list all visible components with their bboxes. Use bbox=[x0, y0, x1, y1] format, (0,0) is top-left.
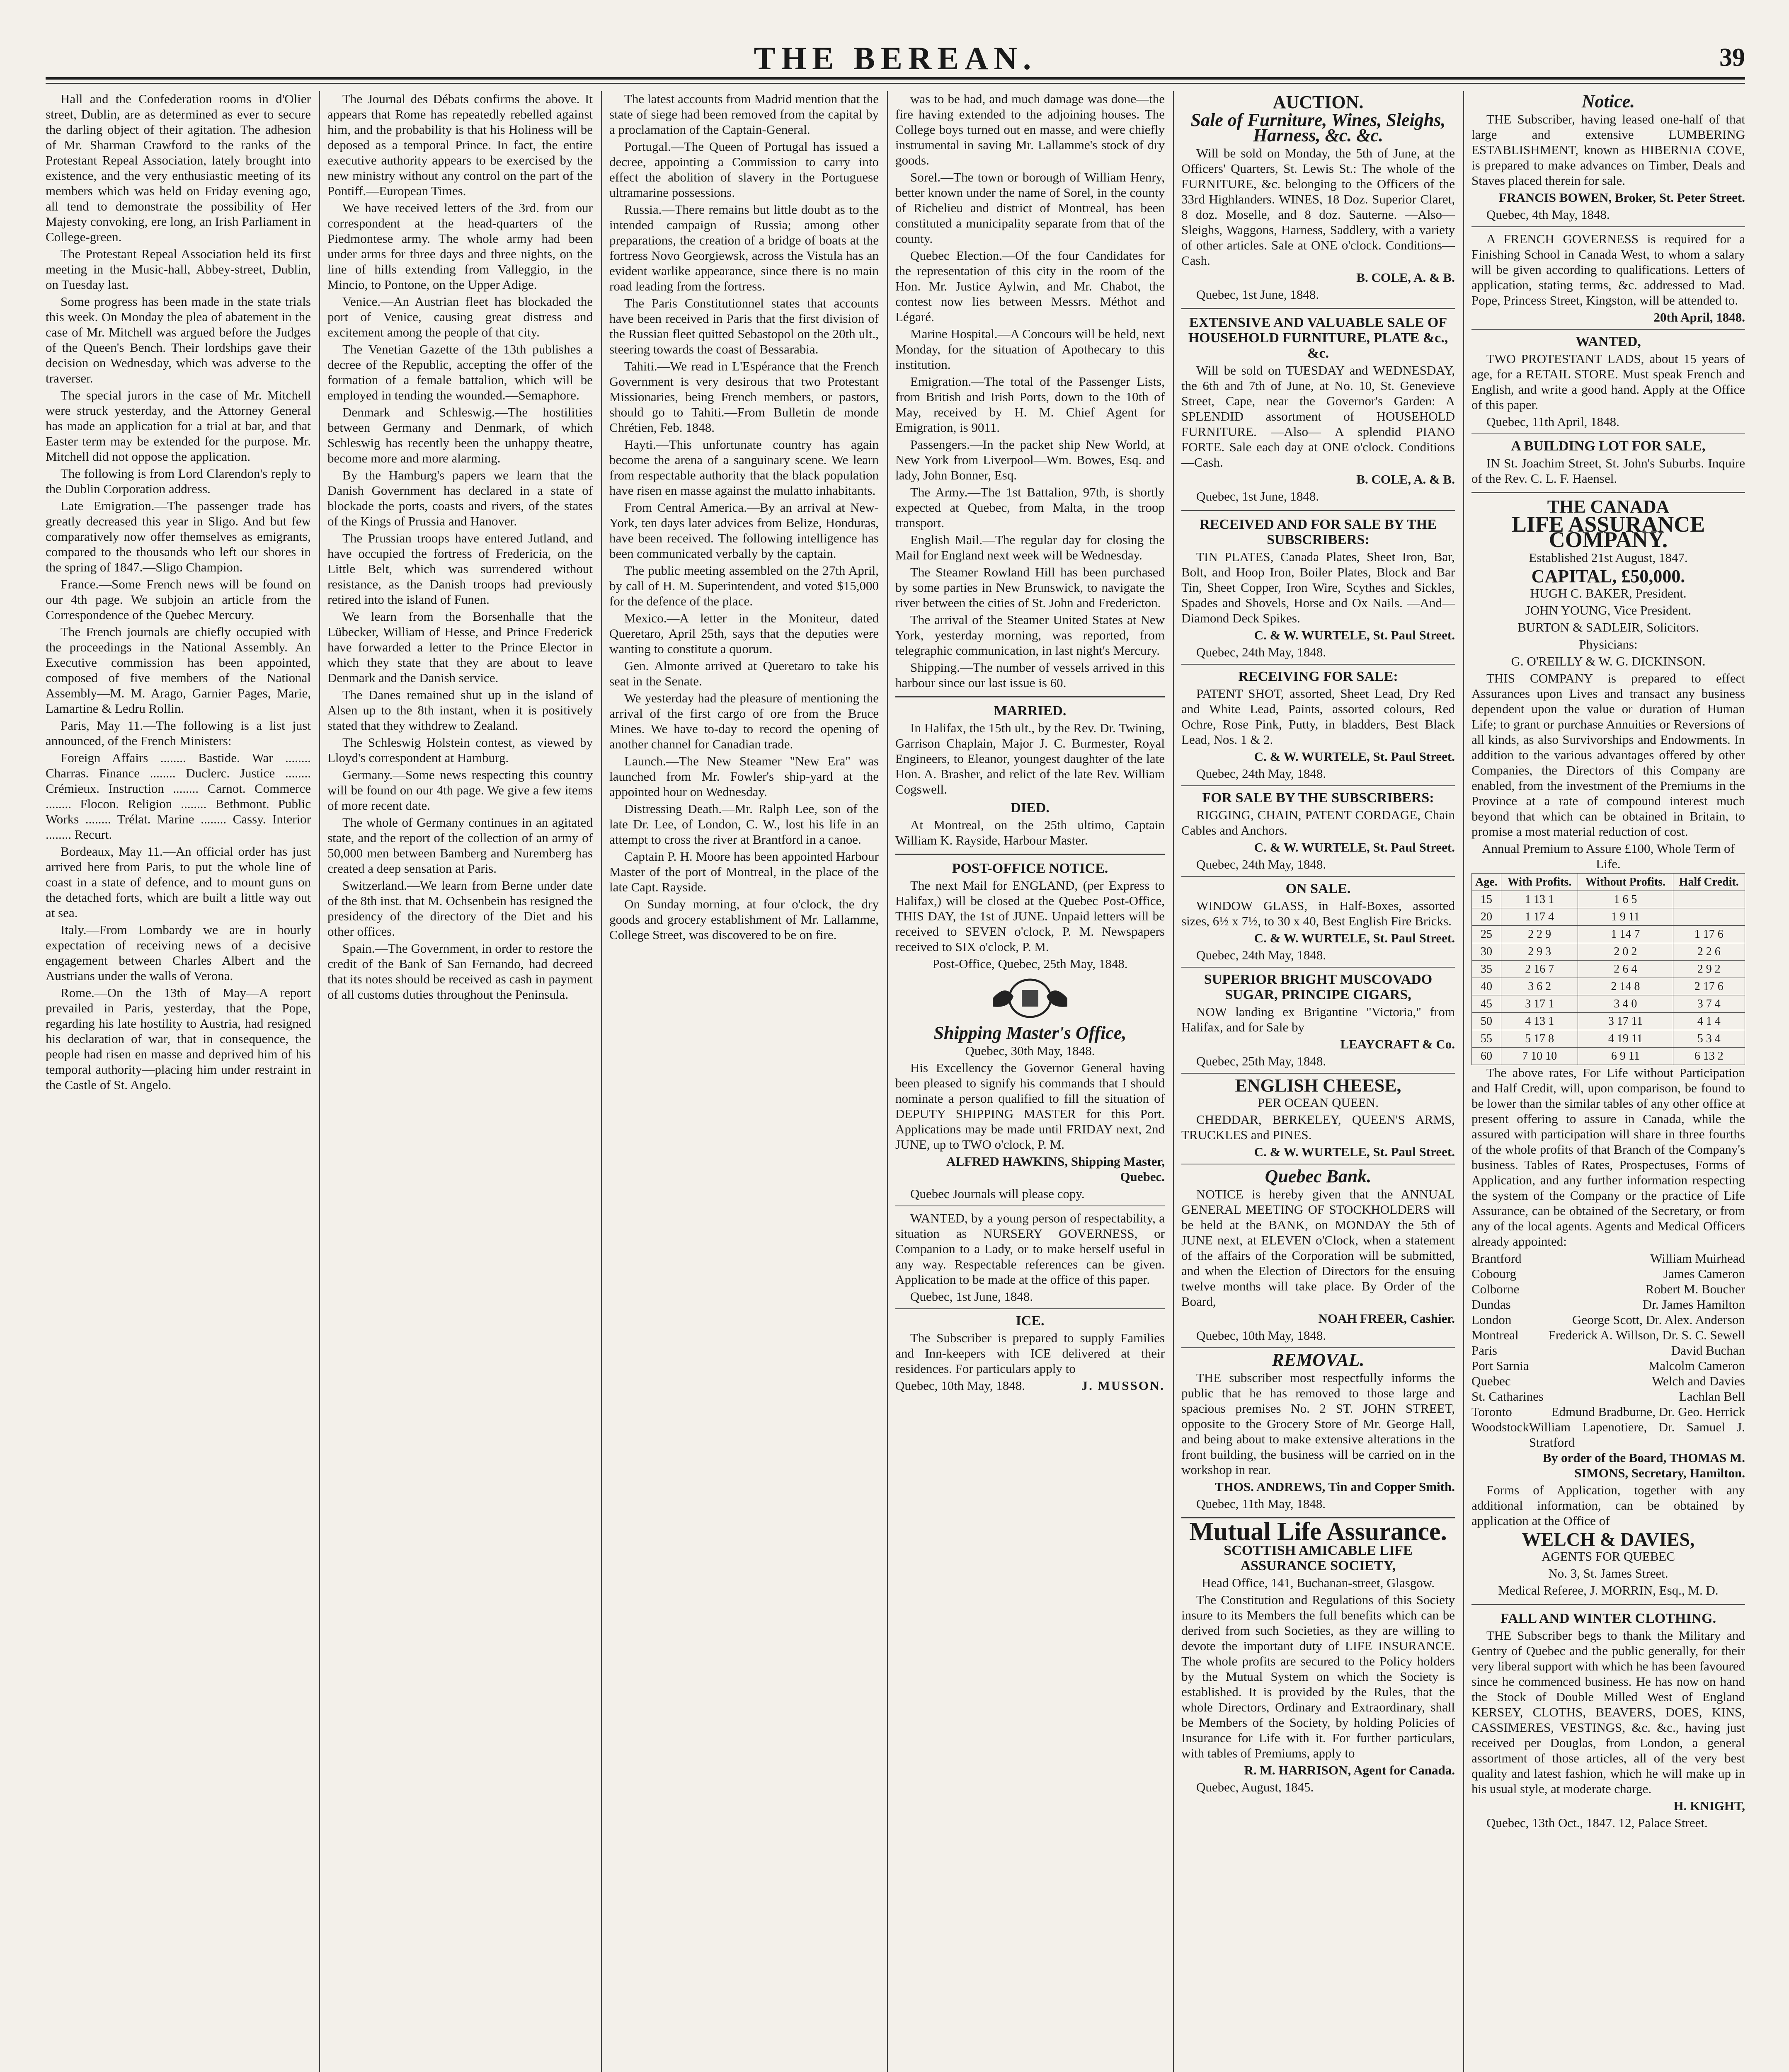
article-paragraph: Hayti.—This unfortunate country has again become the arena of a sanguinary scene. We learn from respectable authority that the black population have risen en masse against the mulatto inhabitants. bbox=[609, 437, 879, 498]
divider bbox=[1181, 664, 1455, 665]
table-cell: 2 2 9 bbox=[1501, 926, 1578, 943]
table-cell: 5 17 8 bbox=[1501, 1030, 1578, 1048]
article-paragraph: The Army.—The 1st Battalion, 97th, is shortly expected at Quebec, from Malta, in the troop transport. bbox=[895, 485, 1165, 530]
table-cell: 1 17 6 bbox=[1673, 926, 1745, 943]
article-paragraph: The French journals are chiefly occupied with the proceedings in the National Assembly. An Executive commission has been appointed, composed of five members of the National Assembly—M. M. Arago, Garnier Pages, Marie, Lamartine & Ledru Rollin. bbox=[46, 625, 311, 716]
agent-role: AGENTS FOR QUEBEC bbox=[1541, 1549, 1675, 1564]
agent-person: Lachlan Bell bbox=[1679, 1389, 1745, 1404]
married-notice: In Halifax, the 15th ult., by the Rev. Dr. Twining, Garrison Chaplain, Major J. C. Burmester, Royal Engineers, to Eleanor, youngest daughter of the late Hon. A. Brasher, and relict of the late Rev. William Cogswell. bbox=[895, 721, 1165, 796]
article-paragraph: The Journal des Débats confirms the above. It appears that Rome has repeatedly rebelled against him, and the probability is that his Holiness will be deposed as a temporal Prince. In fact, the entire executive authority appears to be exercised by the new ministry without any control on the part of the Pontiff.—European Times. bbox=[327, 92, 593, 198]
agent-row bbox=[1471, 1266, 1745, 1281]
married-heading: MARRIED. bbox=[994, 703, 1067, 719]
mutual-life-office: Head Office, 141, Buchanan-street, Glasgow. bbox=[1201, 1576, 1435, 1590]
article-paragraph: Captain P. H. Moore has been appointed Harbour Master of the port of Montreal, in the place of the late Capt. Rayside. bbox=[609, 849, 879, 894]
died-heading: DIED. bbox=[1011, 800, 1050, 816]
ice-text: The Subscriber is prepared to supply Families and Inn-keepers with ICE delivered at their residences. For particulars apply to bbox=[895, 1331, 1165, 1376]
window-glass-text: WINDOW GLASS, in Half-Boxes, assorted sizes, 6½ x 7½, to 30 x 40, Best English Fire Bricks. bbox=[1181, 898, 1455, 928]
divider bbox=[895, 1308, 1165, 1309]
table-row bbox=[1472, 926, 1745, 943]
article-paragraph: English Mail.—The regular day for closing the Mail for England next week will be Wednesday. bbox=[895, 533, 1165, 562]
received-sale-heading: RECEIVED AND FOR SALE BY THE SUBSCRIBERS: bbox=[1200, 517, 1437, 547]
table-cell: 4 13 1 bbox=[1501, 1013, 1578, 1030]
agent-row bbox=[1471, 1419, 1745, 1450]
table-cell: 5 3 4 bbox=[1673, 1030, 1745, 1048]
table-row bbox=[1472, 908, 1745, 926]
received-sale-date: Quebec, 24th May, 1848. bbox=[1196, 645, 1326, 659]
canada-life-physicians-label: Physicians: bbox=[1579, 637, 1638, 651]
article-paragraph: The Danes remained shut up in the island of Alsen up to the 8th instant, when it is positively stated that they withdrew to Zealand. bbox=[327, 687, 593, 733]
household-sale-heading: EXTENSIVE AND VALUABLE SALE OF HOUSEHOLD FURNITURE, PLATE &c., &c. bbox=[1188, 315, 1448, 361]
column-1 bbox=[46, 91, 311, 2072]
agent-person: David Buchan bbox=[1671, 1343, 1745, 1358]
auction-text: Will be sold on Monday, the 5th of June, at the Officers' Quarters, St. Lewis St.: The whole of the FURNITURE, &c. belonging to the Officers of the 33rd Highlanders. WINES, 18 Doz. Superior Claret, 8 doz. Moselle, and 8 doz. Sauterne. —Also— Sleighs, Waggons, Harness, Saddlery, with a variety of other articles. Sale at ONE o'clock. Conditions—Cash. bbox=[1181, 146, 1455, 268]
hibernia-signature: FRANCIS BOWEN, Broker, St. Peter Street. bbox=[1499, 190, 1745, 205]
article-paragraph: Italy.—From Lombardy we are in hourly expectation of receiving news of a decisive engagement between Charles Albert and the Austrians under the walls of Verona. bbox=[46, 922, 311, 983]
column-rule bbox=[1463, 91, 1464, 2072]
clothing-heading: FALL AND WINTER CLOTHING. bbox=[1500, 1611, 1716, 1626]
premium-table-title: Annual Premium to Assure £100, Whole Term of Life. bbox=[1482, 841, 1735, 871]
table-cell: 45 bbox=[1472, 995, 1501, 1013]
ice-signature: J. MUSSON. bbox=[1081, 1378, 1165, 1393]
canada-life-heading: LIFE ASSURANCE COMPANY. bbox=[1511, 512, 1705, 552]
governess-date: 20th April, 1848. bbox=[1653, 310, 1745, 324]
table-row bbox=[1472, 978, 1745, 995]
divider bbox=[1181, 785, 1455, 786]
agents-list bbox=[1471, 1251, 1745, 1450]
canada-life-president: HUGH C. BAKER, President. bbox=[1530, 586, 1687, 600]
article-paragraph: The following is from Lord Clarendon's reply to the Dublin Corporation address. bbox=[46, 466, 311, 496]
agent-town: Quebec bbox=[1471, 1374, 1511, 1388]
article-paragraph: Tahiti.—We read in L'Espérance that the French Government is very desirous that two Protestant Missionaries, being French members, or pastors, should go to Tahiti.—From Bulletin de monde Chrétien, Feb. 1848. bbox=[609, 359, 879, 435]
table-cell: 3 6 2 bbox=[1501, 978, 1578, 995]
rigging-sale-date: Quebec, 24th May, 1848. bbox=[1196, 857, 1326, 871]
governess-text: A FRENCH GOVERNESS is required for a Finishing School in Canada West, to whom a salary will be given according to qualifications. Letters of application, stating terms, &c. addressed to Mad. Pope, Princess Street, Kingston, will be attended to. bbox=[1471, 232, 1745, 307]
removal-signature: THOS. ANDREWS, Tin and Copper Smith. bbox=[1215, 1479, 1455, 1494]
canada-life-vice: JOHN YOUNG, Vice President. bbox=[1525, 603, 1692, 617]
article-paragraph: The special jurors in the case of Mr. Mitchell were struck yesterday, and the Attorney General has made an application for a trial at bar, and that Easter term may be extended for the purpose. Mr. Mitchell did not oppose the application. bbox=[46, 388, 311, 464]
table-cell: 1 14 7 bbox=[1578, 926, 1673, 943]
canada-life-established: Established 21st August, 1847. bbox=[1529, 550, 1688, 565]
post-office-text: The next Mail for ENGLAND, (per Express to Halifax,) will be closed at the Quebec Post-Office, THIS DAY, the 1st of JUNE. Unpaid letters will be received to SEVEN o'clock, P. M. Newspapers received to SIX o'clock, P. M. bbox=[895, 878, 1165, 954]
sugar-heading: SUPERIOR BRIGHT MUSCOVADO SUGAR, PRINCIPE CIGARS, bbox=[1204, 972, 1433, 1002]
table-cell bbox=[1673, 891, 1745, 908]
removal-date: Quebec, 11th May, 1848. bbox=[1196, 1496, 1326, 1511]
article-paragraph: By the Hamburg's papers we learn that the Danish Government has declared in a state of blockade the ports, coasts and rivers, of the states of the Kings of Prussia and Hanover. bbox=[327, 468, 593, 528]
agent-town: Paris bbox=[1471, 1343, 1497, 1358]
canada-life-forms: Forms of Application, together with any additional information, can be obtained by application at the Office of bbox=[1471, 1483, 1745, 1528]
cheese-signature: C. & W. WURTELE, St. Paul Street. bbox=[1254, 1145, 1455, 1159]
divider bbox=[1471, 1604, 1745, 1605]
article-paragraph: The whole of Germany continues in an agitated state, and the report of the collection of an army of 50,000 men between Bamberg and Nuremberg has created a deep sensation at Paris. bbox=[327, 815, 593, 876]
column-header: Age. bbox=[1472, 874, 1501, 891]
mutual-life-signature: R. M. HARRISON, Agent for Canada. bbox=[1244, 1763, 1455, 1777]
agent-row bbox=[1471, 1389, 1745, 1404]
agent-row bbox=[1471, 1404, 1745, 1419]
table-cell: 7 10 10 bbox=[1501, 1048, 1578, 1065]
table-cell: 35 bbox=[1472, 961, 1501, 978]
table-cell: 2 16 7 bbox=[1501, 961, 1578, 978]
auction-subtitle: Sale of Furniture, Wines, Sleighs, Harness, &c. &c. bbox=[1190, 110, 1446, 145]
table-cell: 2 14 8 bbox=[1578, 978, 1673, 995]
article-paragraph: The arrival of the Steamer United States at New York, yesterday morning, was reported, from telegraphic communication, in last night's Mercury. bbox=[895, 612, 1165, 658]
household-sale-signature: B. COLE, A. & B. bbox=[1356, 472, 1455, 487]
agent-town: Colborne bbox=[1471, 1282, 1520, 1296]
article-paragraph: On Sunday morning, at four o'clock, the dry goods and grocery establishment of Mr. Lallamme, College Street, was discovered to be on fire. bbox=[609, 897, 879, 942]
article-paragraph: Emigration.—The total of the Passenger Lists, from British and Irish Ports, down to the 10th of May, received by H. M. Chief Agent for Emigration, is 9011. bbox=[895, 374, 1165, 435]
article-paragraph: Denmark and Schleswig.—The hostilities between Germany and Denmark, of which Schleswig has recently been the unhappy theatre, become more and more alarming. bbox=[327, 405, 593, 465]
table-cell: 1 17 4 bbox=[1501, 908, 1578, 926]
canada-life-capital: CAPITAL, £50,000. bbox=[1531, 566, 1685, 586]
receiving-sale-heading: RECEIVING FOR SALE: bbox=[1238, 669, 1398, 684]
article-paragraph: Late Emigration.—The passenger trade has greatly decreased this year in Sligo. And but few comparatively now offer themselves as emigrants, compared to the thousands who left our shores in the spring of 1847.—Sligo Champion. bbox=[46, 499, 311, 574]
agent-row bbox=[1471, 1358, 1745, 1373]
premium-table bbox=[1471, 873, 1745, 1065]
household-sale-text: Will be sold on TUESDAY and WEDNESDAY, the 6th and 7th of June, at No. 10, St. Genevieve Street, Cape, near the Governor's Garden: A SPLENDID assortment of HOUSEHOLD FURNITURE. —Also— A splendid PIANO FORTE. Sale each day at ONE o'clock. Conditions—Cash. bbox=[1181, 363, 1455, 470]
mutual-life-heading: Mutual Life Assurance. bbox=[1189, 1518, 1447, 1546]
article-paragraph: Some progress has been made in the state trials this week. On Monday the plea of abatement in the case of Mr. Mitchell was argued before the Judges of the Queen's Bench. Their lordships gave their decision on Wednesday, which was adverse to the traverser. bbox=[46, 294, 311, 385]
article-paragraph: The Prussian troops have entered Jutland, and have occupied the fortress of Fredericia, on the Little Belt, which was surrendered without resistance, as the Danish troops had previously retired into the island of Funen. bbox=[327, 531, 593, 607]
agent-person: Malcolm Cameron bbox=[1648, 1358, 1745, 1373]
receiving-sale-text: PATENT SHOT, assorted, Sheet Lead, Dry Red and White Lead, Paints, assorted colours, Red Ochre, Rose Pink, Putty, in bladders, Best Black Lead, Nos. 1 & 2. bbox=[1181, 686, 1455, 747]
table-cell: 20 bbox=[1472, 908, 1501, 926]
divider bbox=[1471, 329, 1745, 330]
household-sale-date: Quebec, 1st June, 1848. bbox=[1196, 489, 1319, 503]
wanted-retail-date: Quebec, 11th April, 1848. bbox=[1486, 414, 1619, 429]
table-cell: 1 13 1 bbox=[1501, 891, 1578, 908]
table-cell bbox=[1673, 908, 1745, 926]
table-cell: 2 6 4 bbox=[1578, 961, 1673, 978]
divider bbox=[1181, 967, 1455, 968]
building-lot-text: IN St. Joachim Street, St. John's Suburbs. Inquire of the Rev. C. L. F. Haensel. bbox=[1471, 456, 1745, 486]
removal-heading: REMOVAL. bbox=[1272, 1350, 1365, 1370]
article-paragraph: Bordeaux, May 11.—An official order has just arrived here from Paris, to put the whole line of coast in a state of defence, and to mount guns on the detached forts, which are built a little way out at sea. bbox=[46, 844, 311, 920]
column-header: Without Profits. bbox=[1578, 874, 1673, 891]
article-paragraph: Gen. Almonte arrived at Queretaro to take his seat in the Senate. bbox=[609, 658, 879, 688]
agent-row bbox=[1471, 1343, 1745, 1358]
auction-heading: AUCTION. bbox=[1273, 92, 1364, 112]
received-sale-text: TIN PLATES, Canada Plates, Sheet Iron, Bar, Bolt, and Hoop Iron, Boiler Plates, Block and Bar Tin, Sheet Copper, Iron Wire, Scythes and Sickles, Spades and Shovels, Horse and Ox Nails. —And— Diamond Deck Spikes. bbox=[1181, 549, 1455, 625]
article-paragraph: The Schleswig Holstein contest, as viewed by Lloyd's correspondent at Hamburg. bbox=[327, 735, 593, 765]
medical-referee: Medical Referee, J. MORRIN, Esq., M. D. bbox=[1498, 1583, 1719, 1598]
article-paragraph: Shipping.—The number of vessels arrived in this harbour since our last issue is 60. bbox=[895, 660, 1165, 690]
premium-table-body bbox=[1472, 891, 1745, 1065]
cheese-text: CHEDDAR, BERKELEY, QUEEN'S ARMS, TRUCKLES and PINES. bbox=[1181, 1112, 1455, 1142]
agent-person: Dr. James Hamilton bbox=[1642, 1297, 1745, 1312]
agent-person: George Scott, Dr. Alex. Anderson bbox=[1572, 1312, 1745, 1327]
article-paragraph: Sorel.—The town or borough of William Henry, better known under the name of Sorel, in the county of Richelieu and district of Montreal, has been constituted a municipality separate from that of the county. bbox=[895, 170, 1165, 246]
table-cell: 40 bbox=[1472, 978, 1501, 995]
agent-person: Robert M. Boucher bbox=[1645, 1282, 1745, 1296]
hibernia-text: THE Subscriber, having leased one-half of that large and extensive LUMBERING ESTABLISHMENT, known as HIBERNIA COVE, is prepared to make advances on Timber, Deals and Staves placed therein for sale. bbox=[1471, 112, 1745, 188]
article-paragraph: The Protestant Repeal Association held its first meeting in the Music-hall, Abbey-street, Dublin, on Tuesday last. bbox=[46, 247, 311, 292]
agent-person: William Lapenotiere, Dr. Samuel J. Stratford bbox=[1529, 1420, 1745, 1450]
divider bbox=[1471, 433, 1745, 434]
divider bbox=[895, 854, 1165, 855]
article-paragraph: The public meeting assembled on the 27th April, by call of H. M. Superintendent, and voted $15,000 for the defence of the place. bbox=[609, 563, 879, 608]
shipping-master-signature: ALFRED HAWKINS, Shipping Master, Quebec. bbox=[946, 1154, 1165, 1184]
rigging-sale-text: RIGGING, CHAIN, PATENT CORDAGE, Chain Cables and Anchors. bbox=[1181, 808, 1455, 838]
agent-person: Edmund Bradburne, Dr. Geo. Herrick bbox=[1551, 1404, 1745, 1419]
died-notice: At Montreal, on the 25th ultimo, Captain William K. Rayside, Harbour Master. bbox=[895, 818, 1165, 847]
table-cell: 50 bbox=[1472, 1013, 1501, 1030]
divider bbox=[1471, 226, 1745, 227]
window-glass-signature: C. & W. WURTELE, St. Paul Street. bbox=[1254, 931, 1455, 945]
divider bbox=[895, 696, 1165, 697]
agent-town: Port Sarnia bbox=[1471, 1358, 1529, 1373]
article-paragraph: was to be had, and much damage was done—the fire having extended to the adjoining houses. The College boys turned out en masse, and were chiefly instrumental in saving Mr. Lallamme's stock of dry goods. bbox=[895, 92, 1165, 167]
article-paragraph: The Venetian Gazette of the 13th publishes a decree of the Republic, accepting the offer of the formation of a female battalion, which will be employed in tending the wounded.—Semaphore. bbox=[327, 342, 593, 402]
agent-town: Dundas bbox=[1471, 1297, 1511, 1312]
article-paragraph: Quebec Election.—Of the four Candidates for the representation of this city in the room of the Hon. Mr. Justice Aylwin, and Mr. Chabot, the contest now lies between Messrs. Méthot and Légaré. bbox=[895, 248, 1165, 324]
agent-address: No. 3, St. James Street. bbox=[1548, 1566, 1668, 1581]
table-cell: 25 bbox=[1472, 926, 1501, 943]
wanted-nursery-date: Quebec, 1st June, 1848. bbox=[910, 1289, 1033, 1304]
article-paragraph: Spain.—The Government, in order to restore the credit of the Bank of San Fernando, had decreed that its notes should be received as cash in payment of all customs duties throughout the Peninsula. bbox=[327, 941, 593, 1002]
divider bbox=[1181, 510, 1455, 511]
column-6 bbox=[1471, 91, 1745, 2072]
table-row bbox=[1472, 1013, 1745, 1030]
receiving-sale-date: Quebec, 24th May, 1848. bbox=[1196, 766, 1326, 781]
divider bbox=[1181, 308, 1455, 309]
auction-signature: B. COLE, A. & B. bbox=[1356, 270, 1455, 285]
window-glass-heading: ON SALE. bbox=[1285, 881, 1351, 896]
article-paragraph: We have received letters of the 3rd. from our correspondent at the head-quarters of the Piedmontese army. The whole army had been under arms for three days and three nights, on the line of hills extending from Valleggio, in the Mincio, to Pontone, on the Upper Adige. bbox=[327, 201, 593, 292]
mutual-life-sub: SCOTTISH AMICABLE LIFE ASSURANCE SOCIETY, bbox=[1224, 1543, 1413, 1573]
article-paragraph: The latest accounts from Madrid mention that the state of siege had been removed from the capital by a proclamation of the Captain-General. bbox=[609, 92, 879, 137]
quebec-bank-signature: NOAH FREER, Cashier. bbox=[1318, 1311, 1455, 1326]
table-cell: 3 4 0 bbox=[1578, 995, 1673, 1013]
agent-row bbox=[1471, 1373, 1745, 1389]
window-glass-date: Quebec, 24th May, 1848. bbox=[1196, 948, 1326, 962]
article-paragraph: We learn from the Borsenhalle that the Lübecker, William of Hesse, and Prince Frederick have forwarded a letter to the Prince Elector in which they state that they are about to leave Denmark and the Danish service. bbox=[327, 609, 593, 685]
article-paragraph: We yesterday had the pleasure of mentioning the arrival of the first cargo of ore from the Bruce Mines. We have to-day to record the opening of another channel for Canadian trade. bbox=[609, 691, 879, 751]
article-paragraph: Germany.—Some news respecting this country will be found on our 4th page. We give a few items of more recent date. bbox=[327, 767, 593, 813]
crest-icon bbox=[968, 975, 1092, 1021]
ice-heading: ICE. bbox=[1016, 1313, 1045, 1329]
table-cell: 6 9 11 bbox=[1578, 1048, 1673, 1065]
agent-person: William Muirhead bbox=[1650, 1251, 1745, 1266]
article-paragraph: Distressing Death.—Mr. Ralph Lee, son of the late Dr. Lee, of London, C. W., lost his life in an attempt to cross the river at Brantford in a canoe. bbox=[609, 801, 879, 847]
column-4 bbox=[895, 91, 1165, 2072]
shipping-master-title: Shipping Master's Office, bbox=[933, 1023, 1127, 1043]
table-row bbox=[1472, 995, 1745, 1013]
table-cell: 6 13 2 bbox=[1673, 1048, 1745, 1065]
table-row bbox=[1472, 1048, 1745, 1065]
agent-row bbox=[1471, 1297, 1745, 1312]
quebec-bank-heading: Quebec Bank. bbox=[1265, 1166, 1372, 1186]
clothing-date: Quebec, 13th Oct., 1847. 12, Palace Street. bbox=[1486, 1815, 1708, 1830]
article-paragraph: Hall and the Confederation rooms in d'Olier street, Dublin, are as determined as ever to secure the darling object of their agitation. The adhesion of Mr. Sharman Crawford to the ranks of the Protestant Repeal Association, lately brought into existence, and the very enthusiastic meeting of its members which was held on Friday evening ago, all tend to demonstrate the possibility of Her Majesty convoking, ere long, an Irish Parliament in College-green. bbox=[46, 92, 311, 244]
table-cell: 55 bbox=[1472, 1030, 1501, 1048]
column-3 bbox=[609, 91, 879, 2072]
agent-row bbox=[1471, 1327, 1745, 1343]
clothing-text: THE Subscriber begs to thank the Military and Gentry of Quebec and the public generally, for their very liberal support with which he has been favoured since he commenced business. He has now on hand the Stock of Double Milled West of England KERSEY, CLOTHS, BEAVERS, DOES, KINS, CASSIMERES, VESTINGS, &c. &c., having just received per Douglas, from London, a general assortment of those articles, all of the very best quality and latest fashion, which he will make up in his usual style, at moderate charge. bbox=[1471, 1628, 1745, 1796]
article-paragraph: Venice.—An Austrian fleet has blockaded the port of Venice, causing great distress and excitement among the people of that city. bbox=[327, 294, 593, 339]
table-cell: 30 bbox=[1472, 943, 1501, 961]
canada-life-physicians: G. O'REILLY & W. G. DICKINSON. bbox=[1511, 654, 1706, 668]
divider bbox=[1181, 1073, 1455, 1074]
agent-person: James Cameron bbox=[1663, 1266, 1745, 1281]
quebec-bank-date: Quebec, 10th May, 1848. bbox=[1196, 1328, 1326, 1343]
article-paragraph: Passengers.—In the packet ship New World, at New York from Liverpool—Wm. Bowes, Esq. and lady, John Bonner, Esq. bbox=[895, 437, 1165, 482]
newspaper-title: THE BEREAN. bbox=[754, 40, 1037, 76]
removal-text: THE subscriber most respectfully informs the public that he has removed to those large and spacious premises No. 2 ST. JOHN STREET, opposite to the Grocery Store of Mr. George Hall, and being about to make extensive alterations in the front building, the business will be carried on in the workshop in rear. bbox=[1181, 1370, 1455, 1477]
mutual-life-text: The Constitution and Regulations of this Society insure to its Members the full benefits which can be derived from such Societies, as they are willing to devote the important duty of LIFE INSURANCE. The whole profits are secured to the Policy holders by the Mutual System on which the Society is established. It is provided by the Rules, that the whole Directors, Ordinary and Extraordinary, shall be Members of the Society, by holding Policies of Insurance for Life with it. For further particulars, with tables of Premiums, apply to bbox=[1181, 1593, 1455, 1760]
divider bbox=[895, 1205, 1165, 1206]
table-cell: 4 1 4 bbox=[1673, 1013, 1745, 1030]
table-cell: 4 19 11 bbox=[1578, 1030, 1673, 1048]
article-paragraph: Launch.—The New Steamer "New Era" was launched from Mr. Fowler's ship-yard at the appointed hour on Wednesday. bbox=[609, 754, 879, 799]
column-rule bbox=[319, 91, 320, 2072]
article-paragraph: The Steamer Rowland Hill has been purchased by some parties in New Brunswick, to navigate the river between the cities of St. John and Fredericton. bbox=[895, 565, 1165, 610]
received-sale-signature: C. & W. WURTELE, St. Paul Street. bbox=[1254, 628, 1455, 642]
agent-name: WELCH & DAVIES, bbox=[1522, 1529, 1695, 1550]
article-paragraph: Portugal.—The Queen of Portugal has issued a decree, appointing a Commission to carry into effect the abolition of slavery in the Portuguese ultramarine possessions. bbox=[609, 139, 879, 200]
wanted-retail-heading: WANTED, bbox=[1576, 334, 1641, 349]
canada-life-pre: THE CANADA bbox=[1547, 496, 1670, 517]
clothing-signature: H. KNIGHT, bbox=[1673, 1798, 1745, 1813]
agent-row bbox=[1471, 1251, 1745, 1266]
rigging-sale-heading: FOR SALE BY THE SUBSCRIBERS: bbox=[1202, 790, 1434, 806]
canada-life-text: THIS COMPANY is prepared to effect Assurances upon Lives and transact any business dependent upon the value or duration of Human Life; to grant or purchase Annuities or Reversions of all kinds, as also Survivorships and Endowments. In addition to the various advantages offered by other Companies, the Directors of this Company are enabled, from the investment of the Premiums in the Province at a rate of compound interest much beyond that which can be obtained in Britain, to promise a most material reduction of cost. bbox=[1471, 671, 1745, 839]
shipping-master-note: Quebec Journals will please copy. bbox=[910, 1186, 1085, 1201]
table-row bbox=[1472, 1030, 1745, 1048]
table-cell: 2 9 2 bbox=[1673, 961, 1745, 978]
agent-town: Toronto bbox=[1471, 1404, 1512, 1419]
agent-town: Montreal bbox=[1471, 1328, 1519, 1342]
table-cell: 1 6 5 bbox=[1578, 891, 1673, 908]
article-paragraph: Paris, May 11.—The following is a list just announced, of the French Ministers: bbox=[46, 718, 311, 748]
column-5 bbox=[1181, 91, 1455, 2072]
ministers-list: Foreign Affairs ........ Bastide. War ........ Charras. Finance ........ Duclerc. Justice ........ Crémieux. Instruction ........ Carnot. Commerce ........ Flocon. Religion ........ Bethmont. Public Works ........ Trélat. Marine ........ Cassy. Interior ........ Recurt. bbox=[46, 750, 311, 842]
page-number: 39 bbox=[1719, 44, 1745, 72]
agent-row bbox=[1471, 1312, 1745, 1327]
canada-life-text2: The above rates, For Life without Participation and Half Credit, will, upon comparison, be found to be lower than the similar tables of any other office at present offering to assure in Canada, while the assured with participation will share in three fourths of the whole profits of that Branch of the Company's business. Tables of Rates, Prospectuses, Forms of Application, and any further information respecting the system of the Company or the practice of Life Assurance, can be obtained of the Secretary, or from any of the local agents. Agents and Medical Officers already appointed: bbox=[1471, 1065, 1745, 1249]
sugar-signature: LEAYCRAFT & Co. bbox=[1340, 1037, 1455, 1051]
table-cell: 3 7 4 bbox=[1673, 995, 1745, 1013]
article-paragraph: France.—Some French news will be found on our 4th page. We subjoin an article from the Correspondence of the Quebec Mercury. bbox=[46, 577, 311, 622]
agent-person: Frederick A. Willson, Dr. S. C. Sewell bbox=[1548, 1328, 1745, 1342]
table-cell: 3 17 1 bbox=[1501, 995, 1578, 1013]
article-paragraph: From Central America.—By an arrival at New-York, ten days later advices from Belize, Honduras, have been received. The following intelligence has been communicated verbally by the captain. bbox=[609, 500, 879, 561]
column-2 bbox=[327, 91, 593, 2072]
post-office-heading: POST-OFFICE NOTICE. bbox=[952, 861, 1108, 876]
agent-town: Woodstock bbox=[1471, 1420, 1529, 1434]
article-paragraph: Marine Hospital.—A Concours will be held, next Monday, for the situation of Apothecary to this institution. bbox=[895, 327, 1165, 372]
agent-town: Brantford bbox=[1471, 1251, 1522, 1266]
ice-date: Quebec, 10th May, 1848. bbox=[895, 1378, 1025, 1393]
column-header: Half Credit. bbox=[1673, 874, 1745, 891]
table-row bbox=[1472, 943, 1745, 961]
column-rule bbox=[601, 91, 602, 2072]
masthead-rule bbox=[46, 83, 1745, 84]
column-header: With Profits. bbox=[1501, 874, 1578, 891]
rigging-sale-signature: C. & W. WURTELE, St. Paul Street. bbox=[1254, 840, 1455, 854]
agent-person: Welch and Davies bbox=[1652, 1374, 1745, 1388]
table-cell: 2 17 6 bbox=[1673, 978, 1745, 995]
table-cell: 1 9 11 bbox=[1578, 908, 1673, 926]
agent-town: London bbox=[1471, 1312, 1512, 1327]
table-cell: 2 2 6 bbox=[1673, 943, 1745, 961]
table-cell: 60 bbox=[1472, 1048, 1501, 1065]
masthead bbox=[46, 40, 1745, 80]
post-office-signoff: Post-Office, Quebec, 25th May, 1848. bbox=[932, 956, 1128, 971]
canada-life-order: By order of the Board, THOMAS M. SIMONS, Secretary, Hamilton. bbox=[1543, 1450, 1745, 1480]
agent-row bbox=[1471, 1281, 1745, 1297]
cheese-heading: ENGLISH CHEESE, bbox=[1235, 1075, 1401, 1096]
agent-town: St. Catharines bbox=[1471, 1389, 1544, 1404]
auction-date: Quebec, 1st June, 1848. bbox=[1196, 287, 1319, 302]
article-paragraph: Russia.—There remains but little doubt as to the intended campaign of Russia; among other preparations, the creation of a bridge of boats at the fortress Novo Georgiewsk, across the Vistula has an evident warlike appearance, since there is no main road leading from the fortress. bbox=[609, 202, 879, 293]
table-cell: 2 9 3 bbox=[1501, 943, 1578, 961]
shipping-master-text: His Excellency the Governor General having been pleased to signify his commands that I should nominate a person qualified to fill the situation of DEPUTY SHIPPING MASTER for this Port. Applications may be made until FRIDAY next, 2nd JUNE, up to TWO o'clock, P. M. bbox=[895, 1060, 1165, 1152]
agent-town: Cobourg bbox=[1471, 1266, 1516, 1281]
table-row bbox=[1472, 961, 1745, 978]
canada-life-solicitors: BURTON & SADLEIR, Solicitors. bbox=[1517, 620, 1699, 634]
building-lot-heading: A BUILDING LOT FOR SALE, bbox=[1511, 438, 1706, 454]
column-rule bbox=[1173, 91, 1174, 2072]
column-rule bbox=[887, 91, 888, 2072]
hibernia-date: Quebec, 4th May, 1848. bbox=[1486, 207, 1610, 222]
sugar-date: Quebec, 25th May, 1848. bbox=[1196, 1054, 1326, 1068]
article-paragraph: The Paris Constitutionnel states that accounts have been received in Paris that the first division of the Russian fleet quitted Sebastopol on the 20th ult., steering towards the coast of Bessarabia. bbox=[609, 296, 879, 356]
table-cell: 15 bbox=[1472, 891, 1501, 908]
divider bbox=[1181, 876, 1455, 877]
notice-heading: Notice. bbox=[1581, 91, 1635, 111]
article-paragraph: Mexico.—A letter in the Moniteur, dated Queretaro, April 25th, says that the deputies were wanting to constitute a quorum. bbox=[609, 611, 879, 656]
quebec-bank-text: NOTICE is hereby given that the ANNUAL GENERAL MEETING OF STOCKHOLDERS will be held at the BANK, on MONDAY the 5th of JUNE next, at ELEVEN o'Clock, when a statement of the affairs of the Corporation will be submitted, and when the Election of Directors for the ensuing twelve months will take place. By Order of the Board, bbox=[1181, 1187, 1455, 1309]
table-header-row bbox=[1472, 874, 1745, 891]
table-row bbox=[1472, 891, 1745, 908]
wanted-nursery-text: WANTED, by a young person of respectability, a situation as NURSERY GOVERNESS, or Companion to a Lady, or to make herself useful in any way. Respectable references can be given. Application to be made at the office of this paper. bbox=[895, 1211, 1165, 1287]
shipping-master-dateline: Quebec, 30th May, 1848. bbox=[965, 1043, 1095, 1058]
receiving-sale-signature: C. & W. WURTELE, St. Paul Street. bbox=[1254, 749, 1455, 764]
wanted-retail-text: TWO PROTESTANT LADS, about 15 years of age, for a RETAIL STORE. Must speak French and English, and write a good hand. Apply at the Office of this paper. bbox=[1471, 351, 1745, 412]
sugar-text: NOW landing ex Brigantine "Victoria," from Halifax, and for Sale by bbox=[1181, 1005, 1455, 1034]
article-paragraph: Switzerland.—We learn from Berne under date of the 8th inst. that M. Ochsenbein has resigned the presidency of the directory of the Diet and his other offices. bbox=[327, 878, 593, 939]
table-cell: 2 0 2 bbox=[1578, 943, 1673, 961]
divider bbox=[1471, 492, 1745, 493]
cheese-sub: PER OCEAN QUEEN. bbox=[1258, 1095, 1379, 1110]
mutual-life-date: Quebec, August, 1845. bbox=[1196, 1780, 1314, 1794]
article-paragraph: Rome.—On the 13th of May—A report prevailed in Paris, yesterday, that the Pope, regarding his late hostility to Austria, had resigned his declaration of war, that in consequence, the people had risen en masse and deprived him of his temporal authority—placing him under restraint in the Castle of St. Angelo. bbox=[46, 985, 311, 1092]
royal-arms-emblem bbox=[968, 975, 1092, 1021]
table-cell: 3 17 11 bbox=[1578, 1013, 1673, 1030]
divider bbox=[1181, 1347, 1455, 1348]
